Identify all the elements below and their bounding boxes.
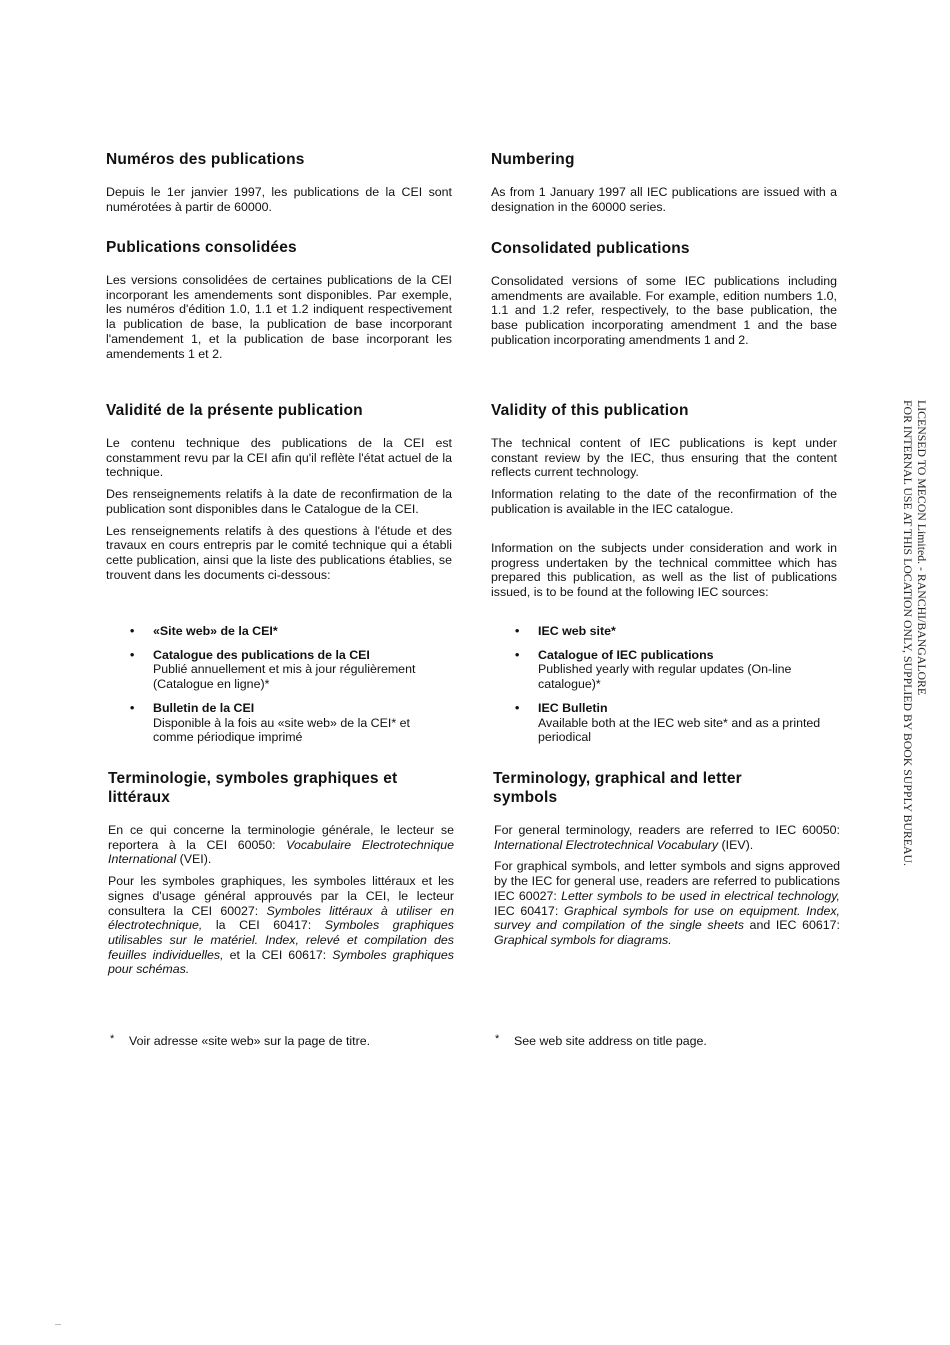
fr-bullet-desc: Publié annuellement et mis à jour régulièrement (Catalogue en ligne)* xyxy=(153,662,416,692)
en-numbering-section xyxy=(491,150,837,169)
en-consolidated-heading-wrap xyxy=(491,239,837,258)
list-item xyxy=(491,701,837,745)
en-validity-heading: Validity of this publication xyxy=(491,402,689,419)
en-term-body xyxy=(494,823,840,948)
fr-term-p1 xyxy=(108,823,454,867)
en-term-p2-f: Graphical symbols for diagrams. xyxy=(494,932,672,947)
fr-validity-p3: Les renseignements relatifs à des questions à l'étude et des travaux en cours entrepris par le comité technique qui a établi cette publication, ainsi que la liste des publications établies, se trouvent dans les documents ci-dessous: xyxy=(106,523,452,582)
fr-term-p2-e: et la CEI 60617: xyxy=(223,947,333,962)
fr-term-p2-b: Symboles littéraux à utiliser en électrotechnique, xyxy=(108,903,454,933)
fr-bullet-title: • «Site web» de la CEI* xyxy=(153,624,278,638)
fr-bullet-title: • Catalogue des publications de la CEI xyxy=(153,647,370,662)
en-term-p2-b: Letter symbols to be used in electrical technology, xyxy=(561,888,840,903)
en-validity-body xyxy=(491,436,837,517)
list-item xyxy=(106,701,452,745)
en-numbering-heading: Numbering xyxy=(491,151,575,168)
en-validity-heading-wrap xyxy=(491,401,837,420)
en-term-p2-e: and IEC 60617: xyxy=(743,918,840,933)
en-bullet-title: • IEC web site* xyxy=(538,624,616,638)
fr-term-heading-wrap xyxy=(108,769,454,807)
fr-term-p2 xyxy=(108,874,454,977)
en-term-p1 xyxy=(494,823,840,852)
fr-sources-list xyxy=(106,624,452,754)
fr-numbering-body xyxy=(106,185,452,214)
list-item xyxy=(106,624,452,639)
fr-consolidated-heading-wrap xyxy=(106,238,452,257)
fr-bullet-desc: Disponible à la fois au «site web» de la CEI* et comme périodique imprimé xyxy=(153,715,410,745)
fr-term-heading: Terminologie, symboles graphiques et littéraux xyxy=(108,770,398,806)
en-term-heading: Terminology, graphical and letter symbols xyxy=(493,770,742,806)
fr-footnote-star: * xyxy=(110,1033,115,1045)
fr-validity-body xyxy=(106,436,452,582)
en-sources-list xyxy=(491,624,837,754)
en-consolidated-text: Consolidated versions of some IEC publications including amendments are available. For example, edition numbers 1.0, 1.1 and 1.2 refer, respectively, to the base publication, the base publication incorporating amendment 1 and the base publication incorporating amendments 1 and 2. xyxy=(491,274,837,347)
en-bullet-desc: Published yearly with regular updates (On-line catalogue)* xyxy=(538,662,792,692)
fr-validity-heading-wrap xyxy=(106,401,452,420)
en-term-p2-c: IEC 60417: xyxy=(494,903,564,918)
fr-numbering-heading: Numéros des publications xyxy=(106,151,305,168)
list-item xyxy=(491,624,837,639)
list-item xyxy=(106,648,452,692)
fr-term-body xyxy=(108,823,454,977)
list-item xyxy=(491,648,837,692)
fr-consolidated-text: Les versions consolidées de certaines publications de la CEI incorporant les amendements sont disponibles. Par exemple, les numéros d'édition 1.0, 1.1 et 1.2 indiquent respectivement la publication de base, la publication de base incorporant l'amendement 1, et la publication de base incorporant les amendements 1 et 2. xyxy=(106,273,452,361)
en-validity-p1: The technical content of IEC publications is kept under constant review by the IEC, thus ensuring that the content reflects current technology. xyxy=(491,436,837,480)
fr-consolidated-heading: Publications consolidées xyxy=(106,239,297,256)
en-numbering-text: As from 1 January 1997 all IEC publications are issued with a designation in the 60000 series. xyxy=(491,185,837,214)
fr-term-p2-f: Symboles graphiques pour schémas. xyxy=(108,947,454,977)
fr-validity-p1: Le contenu technique des publications de la CEI est constamment revu par la CEI afin qu'il reflète l'état actuel de la technique. xyxy=(106,436,452,480)
en-term-p1-c: (IEV). xyxy=(718,837,754,852)
en-term-p2 xyxy=(494,859,840,947)
en-validity-body-2 xyxy=(491,541,837,600)
fr-numbering-section xyxy=(106,150,452,169)
fr-term-p1-b: Vocabulaire Electrotechnique International xyxy=(108,837,454,867)
fr-term-p2-d: Symboles graphiques utilisables sur le matériel. Index, relevé et compilation des feuilles individuelles, xyxy=(108,918,454,962)
fr-consolidated-body xyxy=(106,273,452,361)
fr-validity-p2: Des renseignements relatifs à la date de reconfirmation de la publication sont disponibles dans le Catalogue de la CEI. xyxy=(106,487,452,516)
en-validity-p3: Information on the subjects under consideration and work in progress undertaken by the technical committee which has prepared this publication, as well as the list of publications issued, is to be found at the following IEC sources: xyxy=(491,541,837,600)
fr-validity-heading: Validité de la présente publication xyxy=(106,402,363,419)
scan-mark xyxy=(55,1324,61,1325)
en-bullet-desc: Available both at the IEC web site* and as a printed periodical xyxy=(538,715,821,745)
fr-numbering-text: Depuis le 1er janvier 1997, les publications de la CEI sont numérotées à partir de 60000. xyxy=(106,185,452,214)
en-term-p1-a: For general terminology, readers are referred to IEC 60050: xyxy=(494,823,840,837)
en-footnote-star: * xyxy=(495,1033,500,1045)
en-term-heading-wrap xyxy=(493,769,839,807)
en-consolidated-heading: Consolidated publications xyxy=(491,240,690,257)
en-bullet-title: • Catalogue of IEC publications xyxy=(538,647,714,662)
fr-footnote xyxy=(110,1034,450,1049)
fr-footnote-text: Voir adresse «site web» sur la page de titre. xyxy=(129,1034,371,1048)
en-footnote xyxy=(495,1034,835,1049)
fr-bullet-title: • Bulletin de la CEI xyxy=(153,700,255,715)
fr-term-p1-a: En ce qui concerne la terminologie générale, le lecteur se reportera à la CEI 60050: xyxy=(108,823,454,852)
license-stamp-line-2: FOR INTERNAL USE AT THIS LOCATION ONLY, SUPPLIED BY BOOK SUPPLY BUREAU. xyxy=(901,400,915,866)
en-term-p2-d: Graphical symbols for use on equipment. Index, survey and compilation of the single sheets xyxy=(494,903,840,933)
en-numbering-body xyxy=(491,185,837,214)
fr-term-p2-c: la CEI 60417: xyxy=(202,918,325,933)
en-footnote-text: See web site address on title page. xyxy=(514,1034,707,1048)
license-stamp-line-1: LICENSED TO MECON Limited. - RANCHI/BANGALORE xyxy=(915,400,929,696)
en-bullet-title: • IEC Bulletin xyxy=(538,700,608,715)
fr-term-p2-a: Pour les symboles graphiques, les symboles littéraux et les signes d'usage général approuvés par la CEI, le lecteur consultera la CEI 60027: xyxy=(108,874,454,918)
en-validity-p2: Information relating to the date of the reconfirmation of the publication is available in the IEC catalogue. xyxy=(491,487,837,516)
en-term-p2-a: For graphical symbols, and letter symbols and signs approved by the IEC for general use, readers are referred to publications IEC 60027: xyxy=(494,859,840,903)
en-consolidated-body xyxy=(491,274,837,348)
en-term-p1-b: International Electrotechnical Vocabulary xyxy=(494,837,719,852)
license-stamp xyxy=(895,400,935,940)
fr-term-p1-c: (VEI). xyxy=(176,852,212,867)
